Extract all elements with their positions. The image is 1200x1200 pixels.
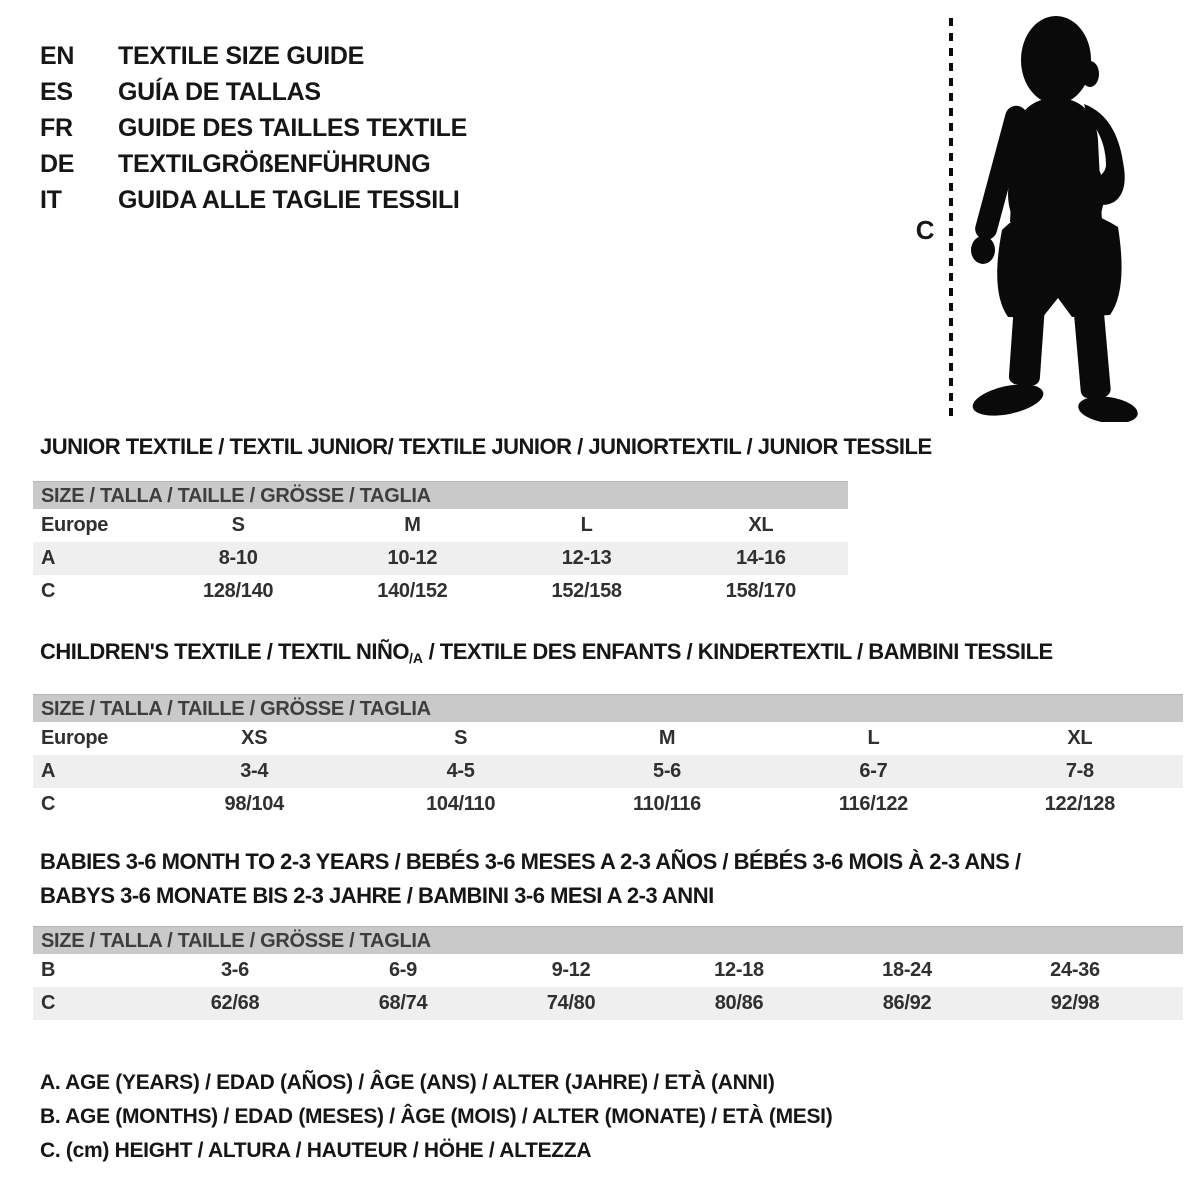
row-label: Europe — [41, 514, 109, 536]
table-row — [33, 509, 848, 542]
table-cell: 92/98 — [1050, 992, 1100, 1014]
size-section-children — [33, 635, 1183, 821]
section-heading — [40, 635, 1183, 675]
height-measure-label: C — [915, 215, 935, 245]
table-cell: 7-8 — [1065, 760, 1094, 782]
table-cell: 18-24 — [882, 959, 932, 981]
size-section-junior — [33, 430, 932, 608]
size-table — [33, 481, 848, 608]
table-cell: XL — [748, 514, 774, 536]
row-label: A — [41, 547, 56, 569]
table-cell: L — [867, 727, 880, 749]
language-title: GUÍA DE TALLAS — [118, 78, 321, 106]
language-row — [40, 110, 467, 146]
table-cell: 122/128 — [1044, 793, 1115, 815]
section-heading — [40, 845, 1183, 913]
table-cell: 6-9 — [388, 959, 417, 981]
table-cell: M — [658, 727, 676, 749]
table-cell: 6-7 — [859, 760, 888, 782]
table-cell: 3-6 — [220, 959, 249, 981]
heading-text: / TEXTILE DES ENFANTS / KINDERTEXTIL / BAMBINI TESSILE — [422, 639, 1053, 664]
table-cell: 158/170 — [725, 580, 796, 602]
language-row — [40, 74, 467, 110]
footnote-list — [40, 1066, 832, 1168]
section-heading-line — [40, 635, 1183, 675]
table-cell: 128/140 — [203, 580, 274, 602]
table-cell: 98/104 — [224, 793, 284, 815]
table-row — [33, 575, 848, 608]
table-cell: 80/86 — [714, 992, 764, 1014]
language-title: GUIDE DES TAILLES TEXTILE — [118, 114, 468, 142]
section-heading-line — [40, 879, 1183, 913]
table-cell: 24-36 — [1050, 959, 1100, 981]
toddler-silhouette-svg — [940, 12, 1145, 422]
table-cell: 110/116 — [633, 793, 702, 815]
language-row — [40, 38, 467, 74]
row-label: Europe — [41, 727, 109, 749]
size-section-babies — [33, 845, 1183, 1020]
table-row — [33, 987, 1183, 1020]
language-row — [40, 146, 467, 182]
language-title: TEXTILE SIZE GUIDE — [118, 42, 365, 70]
heading-text: CHILDREN'S TEXTILE / TEXTIL NIÑO — [40, 639, 409, 664]
table-row — [33, 542, 848, 575]
table-cell: 4-5 — [446, 760, 475, 782]
table-cell: 12-18 — [714, 959, 764, 981]
table-row — [33, 722, 1183, 755]
table-cell: 12-13 — [561, 547, 612, 569]
table-cell: 74/80 — [546, 992, 596, 1014]
section-heading — [40, 430, 932, 464]
language-title: TEXTILGRÖßENFÜHRUNG — [118, 150, 431, 178]
heading-text: BABIES 3-6 MONTH TO 2-3 YEARS / BEBÉS 3-6 MESES A 2-3 AÑOS / BÉBÉS 3-6 MOIS À 2-3 ANS / — [40, 849, 1021, 874]
table-cell: 9-12 — [551, 959, 591, 981]
section-heading-line — [40, 430, 932, 464]
section-heading-line — [40, 845, 1183, 879]
table-cell: 116/122 — [838, 793, 908, 815]
table-cell: 5-6 — [653, 760, 682, 782]
footnote-line: C. (cm) HEIGHT / ALTURA / HAUTEUR / HÖHE / ALTEZZA — [40, 1139, 592, 1162]
language-code: DE — [40, 150, 75, 178]
size-header-row: SIZE / TALLA / TAILLE / GRÖSSE / TAGLIA — [33, 481, 848, 509]
footnote-line: A. AGE (YEARS) / EDAD (AÑOS) / ÂGE (ANS) / ALTER (JAHRE) / ETÀ (ANNI) — [40, 1071, 775, 1094]
language-code: EN — [40, 42, 75, 70]
row-label: B — [41, 959, 56, 981]
table-row — [33, 788, 1183, 821]
table-row — [33, 954, 1183, 987]
table-cell: L — [580, 514, 593, 536]
table-cell: 140/152 — [377, 580, 448, 602]
table-cell: 68/74 — [378, 992, 428, 1014]
table-cell: 86/92 — [882, 992, 932, 1014]
table-cell: XS — [241, 727, 268, 749]
heading-text: /A — [408, 650, 423, 666]
toddler-silhouette — [970, 16, 1140, 422]
heading-text: BABYS 3-6 MONATE BIS 2-3 JAHRE / BAMBINI 3-6 MESI A 2-3 ANNI — [40, 883, 714, 908]
table-cell: 104/110 — [426, 793, 496, 815]
table-cell: M — [404, 514, 421, 536]
table-cell: 152/158 — [551, 580, 622, 602]
table-cell: 14-16 — [736, 547, 786, 569]
language-code: FR — [40, 114, 73, 142]
row-label: C — [41, 793, 56, 815]
table-cell: 62/68 — [210, 992, 260, 1014]
row-label: A — [41, 760, 56, 782]
table-cell: S — [231, 514, 245, 536]
table-cell: S — [454, 727, 468, 749]
language-title-list — [40, 38, 467, 218]
footnote-line: B. AGE (MONTHS) / EDAD (MESES) / ÂGE (MOIS) / ALTER (MONATE) / ETÀ (MESI) — [40, 1105, 833, 1128]
size-header-row: SIZE / TALLA / TAILLE / GRÖSSE / TAGLIA — [33, 926, 1183, 954]
size-table — [33, 926, 1183, 1020]
figure-area — [940, 12, 1145, 424]
table-row — [33, 755, 1183, 788]
heading-text: JUNIOR TEXTILE / TEXTIL JUNIOR/ TEXTILE JUNIOR / JUNIORTEXTIL / JUNIOR TESSILE — [40, 434, 932, 459]
table-cell: 8-10 — [218, 547, 258, 569]
language-code: ES — [40, 78, 73, 106]
language-title: GUIDA ALLE TAGLIE TESSILI — [118, 186, 460, 214]
table-cell: 3-4 — [240, 760, 269, 782]
row-label: C — [41, 992, 56, 1014]
language-code: IT — [40, 186, 62, 214]
size-header-row: SIZE / TALLA / TAILLE / GRÖSSE / TAGLIA — [33, 694, 1183, 722]
language-row — [40, 182, 467, 218]
table-cell: XL — [1067, 727, 1093, 749]
size-table — [33, 694, 1183, 821]
row-label: C — [41, 580, 56, 602]
table-cell: 10-12 — [387, 547, 438, 569]
